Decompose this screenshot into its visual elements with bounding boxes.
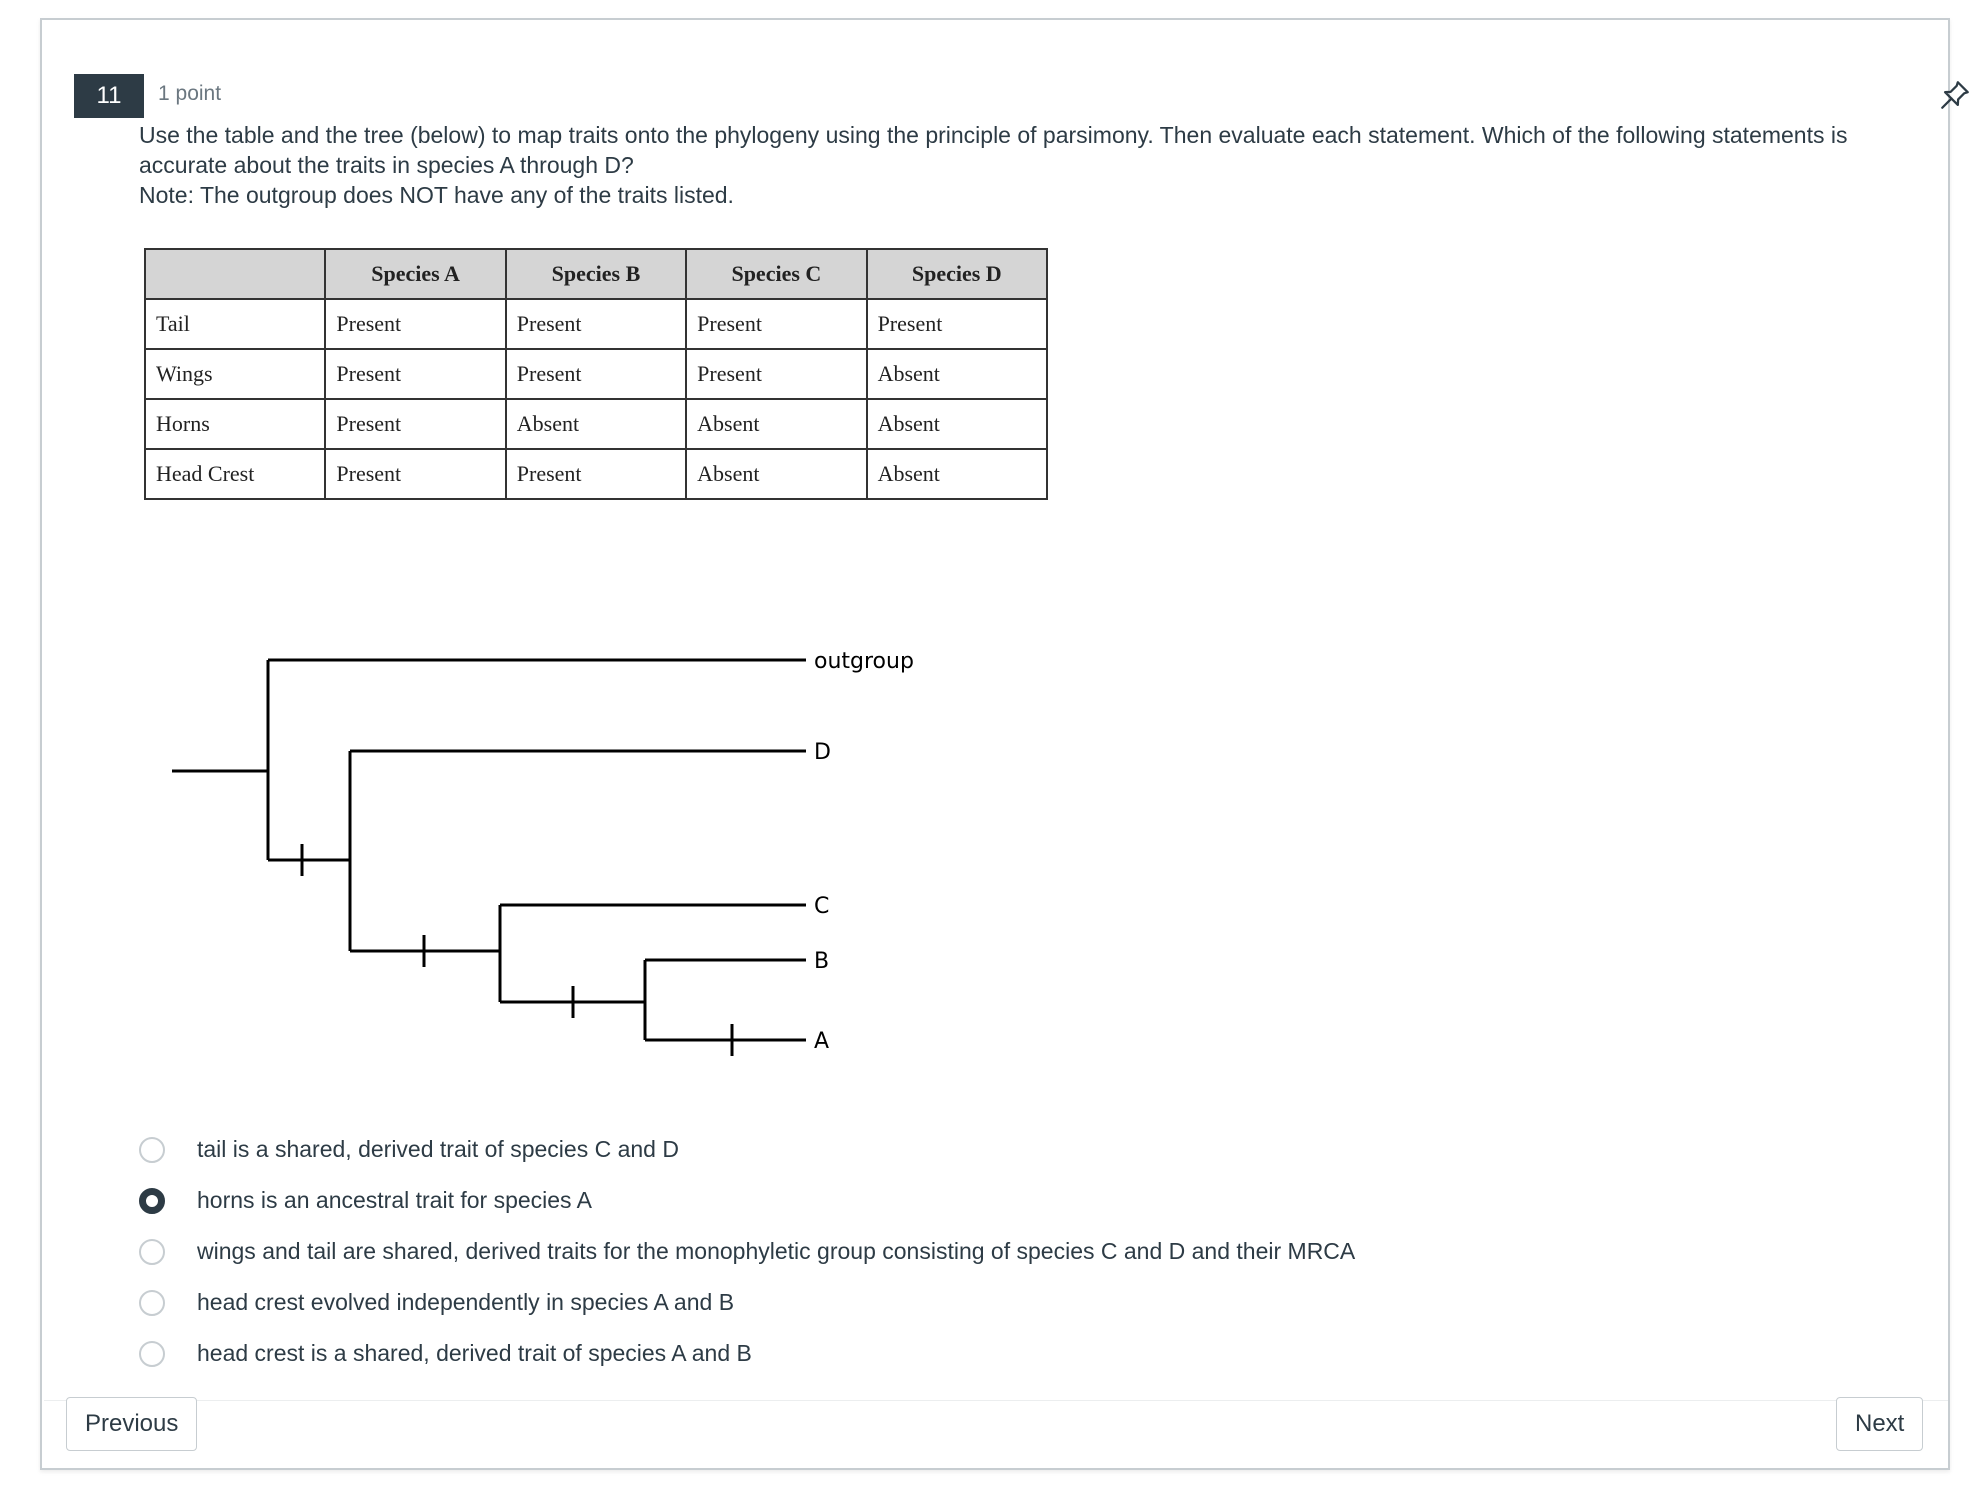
answer-option-label[interactable]: tail is a shared, derived trait of species C and D bbox=[197, 1136, 679, 1162]
table-cell: Present bbox=[686, 349, 866, 399]
answer-option[interactable] bbox=[139, 1175, 1639, 1226]
radio-button[interactable] bbox=[139, 1290, 165, 1316]
tree-label-c: C bbox=[814, 894, 830, 919]
tree-label-b: B bbox=[814, 949, 830, 974]
table-cell: Present bbox=[867, 299, 1047, 349]
previous-button[interactable]: Previous bbox=[66, 1397, 197, 1451]
tree-branches bbox=[172, 660, 806, 1040]
table-header-cell: Species C bbox=[686, 249, 866, 299]
table-cell: Wings bbox=[145, 349, 325, 399]
table-cell: Tail bbox=[145, 299, 325, 349]
radio-button[interactable] bbox=[139, 1137, 165, 1163]
table-cell: Absent bbox=[867, 449, 1047, 499]
answer-option[interactable] bbox=[139, 1277, 1639, 1328]
table-header-cell: Species A bbox=[325, 249, 505, 299]
radio-button[interactable] bbox=[139, 1341, 165, 1367]
radio-button[interactable] bbox=[139, 1239, 165, 1265]
question-prompt: Use the table and the tree (below) to map traits onto the phylogeny using the principle of parsimony. Then evaluate each statement. Which of the following statements is accurate about the traits in species A through D? bbox=[139, 122, 1848, 178]
table-row bbox=[145, 349, 1047, 399]
table-cell: Present bbox=[506, 449, 686, 499]
answer-option-label[interactable]: head crest evolved independently in species A and B bbox=[197, 1289, 735, 1315]
table-cell: Absent bbox=[686, 449, 866, 499]
table-cell: Horns bbox=[145, 399, 325, 449]
table-cell: Present bbox=[325, 349, 505, 399]
question-card bbox=[40, 18, 1950, 1470]
question-points: 1 point bbox=[158, 82, 222, 105]
answer-options bbox=[139, 1124, 1639, 1379]
question-note: Note: The outgroup does NOT have any of the traits listed. bbox=[139, 182, 734, 208]
table-row bbox=[145, 399, 1047, 449]
table-cell: Present bbox=[325, 299, 505, 349]
table-cell: Absent bbox=[867, 349, 1047, 399]
question-text bbox=[139, 120, 1929, 210]
table-cell: Present bbox=[325, 399, 505, 449]
table-cell: Absent bbox=[506, 399, 686, 449]
table-header-row bbox=[145, 249, 1047, 299]
answer-option-label[interactable]: horns is an ancestral trait for species A bbox=[197, 1187, 593, 1213]
answer-option[interactable] bbox=[139, 1328, 1639, 1379]
tree-label-d: D bbox=[814, 740, 831, 765]
table-cell: Present bbox=[325, 449, 505, 499]
table-header-cell: Species B bbox=[506, 249, 686, 299]
table-header-cell bbox=[145, 249, 325, 299]
answer-option-label[interactable]: wings and tail are shared, derived traits for the monophyletic group consisting of species C and D and their MRCA bbox=[197, 1238, 1356, 1264]
footer-divider bbox=[44, 1400, 1948, 1401]
radio-button[interactable] bbox=[139, 1188, 165, 1214]
table-header-cell: Species D bbox=[867, 249, 1047, 299]
answer-option[interactable] bbox=[139, 1226, 1639, 1277]
table-cell: Present bbox=[506, 349, 686, 399]
answer-option-label[interactable]: head crest is a shared, derived trait of species A and B bbox=[197, 1340, 752, 1366]
table-cell: Present bbox=[686, 299, 866, 349]
next-button[interactable]: Next bbox=[1836, 1397, 1923, 1451]
table-cell: Present bbox=[506, 299, 686, 349]
table-cell: Absent bbox=[686, 399, 866, 449]
trait-table bbox=[144, 248, 1048, 500]
table-cell: Absent bbox=[867, 399, 1047, 449]
tree-label-outgroup: outgroup bbox=[814, 649, 914, 674]
table-row bbox=[145, 449, 1047, 499]
question-number: 11 bbox=[74, 74, 144, 118]
phylogenetic-tree bbox=[162, 635, 982, 1085]
tree-label-a: A bbox=[814, 1029, 830, 1054]
table-row bbox=[145, 299, 1047, 349]
table-cell: Head Crest bbox=[145, 449, 325, 499]
pin-icon[interactable] bbox=[1938, 78, 1972, 112]
answer-option[interactable] bbox=[139, 1124, 1639, 1175]
